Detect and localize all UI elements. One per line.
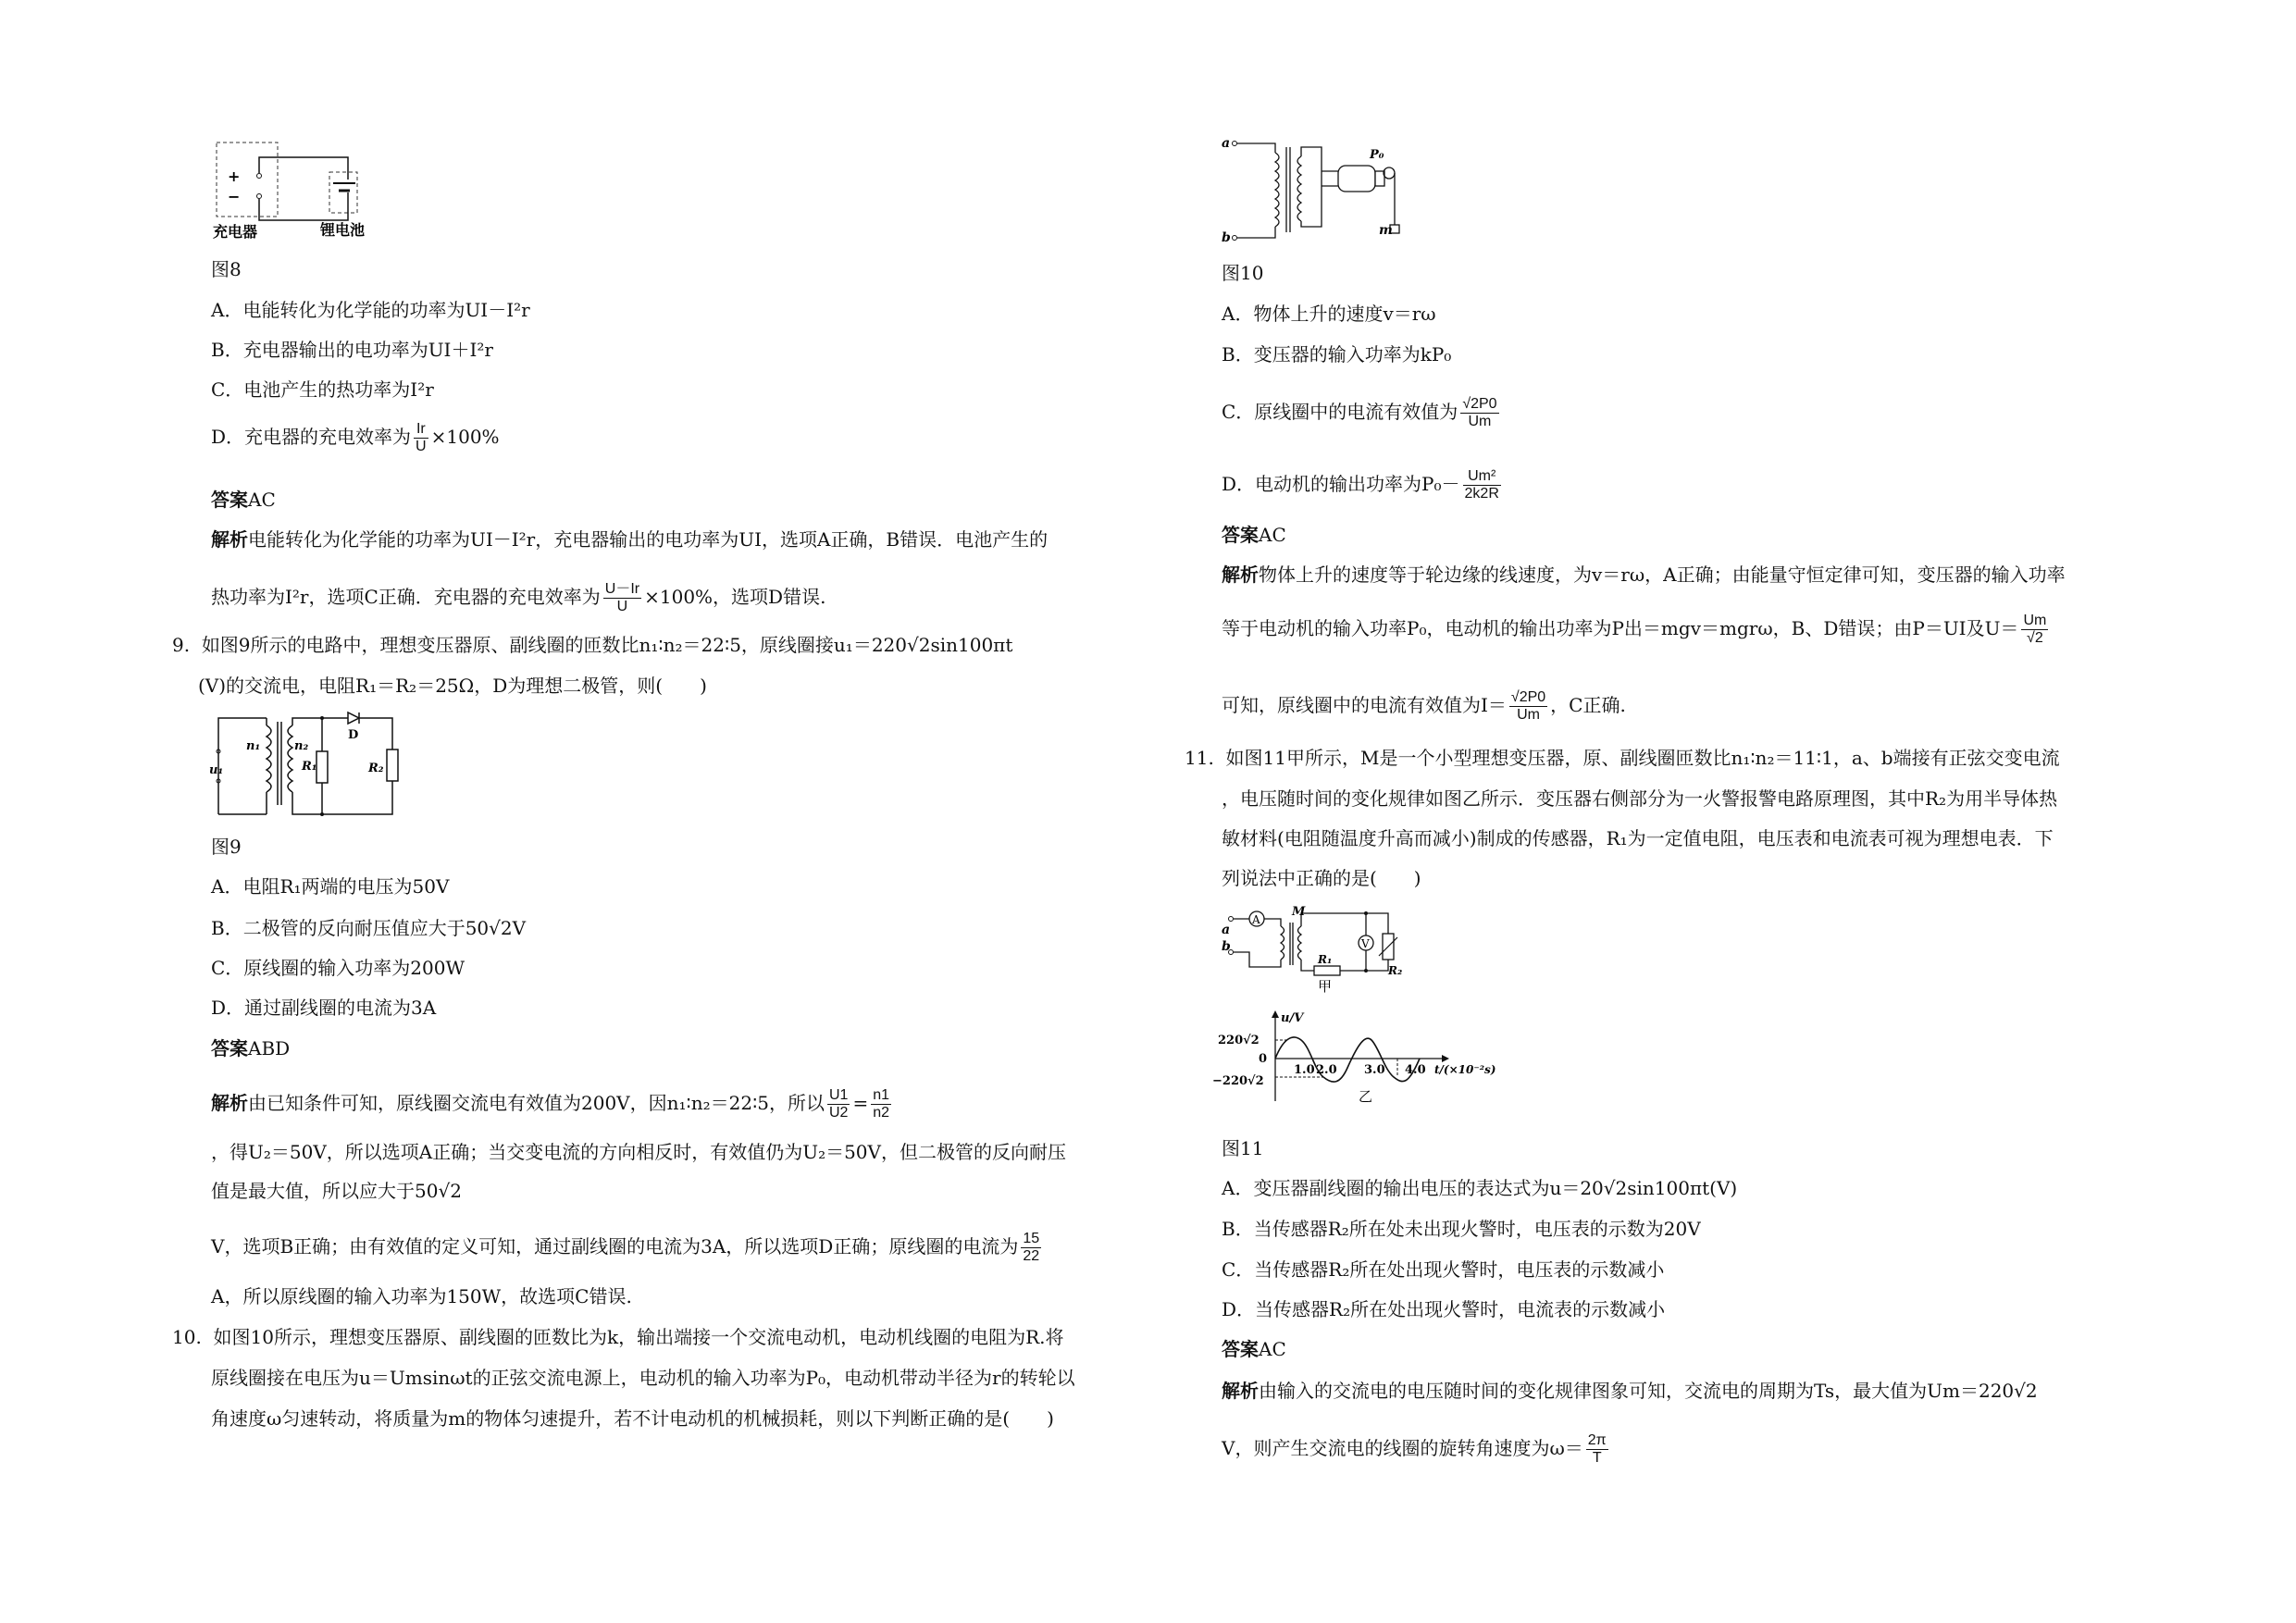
fig10-p0-label: P₀	[1370, 148, 1384, 162]
fig9-r1-label: R₁	[302, 760, 317, 774]
q9-analysis-line-3: 值是最大值，所以应大于50√2	[211, 1180, 462, 1202]
q10-analysis-line-1: 解析物体上升的速度等于轮边缘的线速度，为v＝rω，A正确；由能量守恒定律可知，变压器的输入功率	[1222, 564, 2066, 586]
q8-analysis-line-2: 热功率为I²r，选项C正确．充电器的充电效率为 $\frac{U-Ir}{U}$ ×100%，选项D错误.	[211, 581, 826, 614]
q10-stem-line-3: 角速度ω匀速转动，将质量为m的物体匀速提升，若不计电动机的机械损耗，则以下判断正确的是( )	[211, 1407, 1054, 1430]
q8-option-c: C．电池产生的热功率为I²r	[211, 378, 434, 401]
fig11b-xlabel: t/(×10⁻²s)	[1434, 1063, 1496, 1076]
q11-stem-line-3: 敏材料(电阻随温度升高而减小)制成的传感器，R₁为一定值电阻，电压表和电流表可视为理想电表．下	[1222, 827, 2054, 849]
fig11b-ymin-label: −220√2	[1212, 1074, 1264, 1088]
figure-8-caption: 图8	[211, 258, 242, 280]
fig11a-r2-label: R₂	[1388, 964, 1403, 977]
fig9-u1-label: u₁	[209, 763, 224, 777]
q11-stem-line-1: 11. 如图11甲所示，M是一个小型理想变压器，原、副线圈匝数比n₁∶n₂＝11∶1，a、b端接有正弦交变电流	[1185, 747, 2060, 769]
q9-stem-line-2: (V)的交流电，电阻R₁＝R₂＝25Ω，D为理想二极管，则( )	[198, 675, 707, 697]
q8-option-d-fraction: $\frac{Ir}{U}$	[416, 421, 427, 454]
q9-analysis-line-5: A，所以原线圈的输入功率为150W，故选项C错误.	[211, 1285, 632, 1307]
q10-analysis-line-2: 等于电动机的输入功率P₀，电动机的输出功率为P出＝mgv＝mgrω，B、D错误；由P＝UI及U＝ $\frac{Um}{√2}$	[1222, 613, 2047, 646]
q10-option-b: B．变压器的输入功率为kP₀	[1222, 343, 1452, 365]
q10-answer: 答案AC	[1222, 524, 1286, 546]
q11-option-d: D．当传感器R₂所在处出现火警时，电流表的示数减小	[1222, 1298, 1666, 1320]
fig8-battery-label: 锂电池	[320, 221, 366, 239]
q9-current-fraction: $\frac{15}{22}$	[1023, 1231, 1040, 1264]
figure-8-charger-circuit	[211, 139, 378, 245]
q8-answer: 答案AC	[211, 489, 276, 511]
q11-answer: 答案AC	[1222, 1338, 1286, 1360]
q9-analysis-line-2: ，得U₂＝50V，所以选项A正确；当交变电流的方向相反时，有效值仍为U₂＝50V，但二极管的反向耐压	[211, 1141, 1066, 1163]
q8-efficiency-fraction: $\frac{U-Ir}{U}$	[604, 581, 640, 614]
fig9-r2-label: R₂	[368, 762, 384, 775]
figure-10-caption: 图10	[1222, 262, 1264, 284]
fig11a-voltmeter-label: V	[1361, 937, 1370, 950]
fig10-b-label: b	[1222, 230, 1231, 245]
q8-option-d: D．充电器的充电效率为 $\frac{Ir}{U}$ ×100%	[211, 421, 500, 454]
q9-stem-line-1: 9. 如图9所示的电路中，理想变压器原、副线圈的匝数比n₁∶n₂＝22∶5，原线圈接u₁＝220√2sin100πt	[172, 634, 1013, 656]
figure-11a-alarm-circuit	[1222, 902, 1407, 995]
figure-9-diode-circuit	[211, 712, 405, 822]
fig8-plus-label: +	[228, 167, 241, 185]
q8-option-a: A．电能转化为化学能的功率为UI－I²r	[211, 299, 530, 321]
fig11a-m-label: M	[1292, 905, 1306, 919]
q9-option-a: A．电阻R₁两端的电压为50V	[211, 875, 450, 898]
fig11a-ammeter-label: A	[1252, 913, 1260, 926]
q11-option-a: A．变压器副线圈的输出电压的表达式为u＝20√2sin100πt(V)	[1222, 1177, 1738, 1199]
fig9-n1-label: n₁	[246, 739, 261, 753]
q9-answer: 答案ABD	[211, 1037, 291, 1059]
q9-turns-ratio-fraction: $\frac{n1}{n2}$	[873, 1087, 890, 1121]
q9-option-c: C．原线圈的输入功率为200W	[211, 957, 465, 979]
q9-analysis-line-4: V，选项B正确；由有效值的定义可知，通过副线圈的电流为3A，所以选项D正确；原线圈的电流为 $\frac{15}{22}$	[211, 1231, 1040, 1264]
fig11b-tick-1: 1.0	[1294, 1063, 1315, 1077]
q10-analysis-line-3: 可知，原线圈中的电流有效值为I＝ $\frac{√2P0}{Um}$ ，C正确.	[1222, 689, 1626, 723]
fig11a-caption: 甲	[1318, 978, 1333, 995]
q11-stem-line-4: 列说法中正确的是( )	[1222, 867, 1421, 889]
q10-stem-line-1: 10. 如图10所示，理想变压器原、副线圈的匝数比为k，输出端接一个交流电动机，电动机线圈的电阻为R.将	[172, 1326, 1064, 1348]
figure-11b-voltage-graph	[1212, 1009, 1527, 1109]
figure-11-caption: 图11	[1222, 1137, 1264, 1159]
q9-option-d: D．通过副线圈的电流为3A	[211, 997, 437, 1019]
q10-current-fraction: $\frac{√2P0}{Um}$	[1510, 689, 1546, 723]
q8-option-d-text: D．充电器的充电效率为	[211, 426, 412, 448]
q11-analysis-line-1: 解析由输入的交流电的电压随时间的变化规律图象可知，交流电的周期为Ts，最大值为Um＝220√2	[1222, 1380, 2038, 1402]
fig11a-b-label: b	[1222, 939, 1231, 954]
fig11b-ymax-label: 220√2	[1218, 1034, 1260, 1047]
q11-option-b: B．当传感器R₂所在处未出现火警时，电压表的示数为20V	[1222, 1218, 1701, 1240]
fig10-m-label: m	[1379, 223, 1393, 238]
q8-analysis-line-1: 解析电能转化为化学能的功率为UI－I²r，充电器输出的电功率为UI，选项A正确，B错误．电池产生的	[211, 528, 1049, 551]
q11-stem-line-2: ，电压随时间的变化规律如图乙所示．变压器右侧部分为一火警报警电路原理图，其中R₂为用半导体热	[1222, 787, 2058, 810]
figure-10-transformer-motor	[1222, 134, 1407, 245]
q9-voltage-ratio-fraction: $\frac{U1}{U2}$	[829, 1087, 849, 1121]
q10-option-c-fraction: $\frac{√2P0}{Um}$	[1462, 396, 1497, 429]
fig11a-a-label: a	[1222, 923, 1231, 937]
fig9-d-label: D	[348, 728, 359, 742]
q9-analysis-line-1: 解析由已知条件可知，原线圈交流电有效值为200V，因n₁∶n₂＝22∶5，所以 $\frac{U1}{U2}$ = $\frac{n1}{n2}$	[211, 1087, 890, 1121]
fig9-n2-label: n₂	[294, 739, 309, 753]
fig11b-tick-2: 2.0	[1316, 1063, 1337, 1077]
q10-um-over-root2-fraction: $\frac{Um}{√2}$	[2023, 613, 2047, 646]
fig11b-tick-3: 3.0	[1364, 1063, 1385, 1077]
q10-option-c: C．原线圈中的电流有效值为 $\frac{√2P0}{Um}$	[1222, 396, 1497, 429]
q10-option-d-fraction: $\frac{\text{Um²}}{2k2R}$	[1464, 468, 1499, 502]
q11-option-c: C．当传感器R₂所在处出现火警时，电压表的示数减小	[1222, 1258, 1665, 1281]
q10-option-d: D．电动机的输出功率为P₀－ $\frac{\text{Um²}}{2k2R}$	[1222, 468, 1499, 502]
fig8-minus-label: −	[228, 188, 241, 205]
q10-option-a: A．物体上升的速度v＝rω	[1222, 303, 1436, 325]
q11-analysis-line-2: V，则产生交流电的线圈的旋转角速度为ω＝ $\frac{2\pi}{T}$	[1222, 1432, 1607, 1466]
fig11a-r1-label: R₁	[1318, 953, 1333, 966]
q9-option-b: B．二极管的反向耐压值应大于50√2V	[211, 917, 527, 939]
fig11b-ylabel: u/V	[1281, 1011, 1304, 1025]
q10-stem-line-2: 原线圈接在电压为u＝Umsinωt的正弦交流电源上，电动机的输入功率为P₀，电动机带动半径为r的转轮以	[211, 1367, 1075, 1389]
fig11b-caption: 乙	[1359, 1088, 1373, 1105]
fig11b-zero-label: 0	[1259, 1052, 1268, 1066]
q11-omega-fraction: $\frac{2\pi}{T}$	[1587, 1432, 1607, 1466]
fig11b-tick-4: 4.0	[1405, 1063, 1426, 1077]
fig10-a-label: a	[1222, 136, 1231, 151]
figure-9-caption: 图9	[211, 836, 242, 858]
fig8-charger-label: 充电器	[213, 223, 258, 241]
q8-option-b: B．充电器输出的电功率为UI＋I²r	[211, 339, 493, 361]
